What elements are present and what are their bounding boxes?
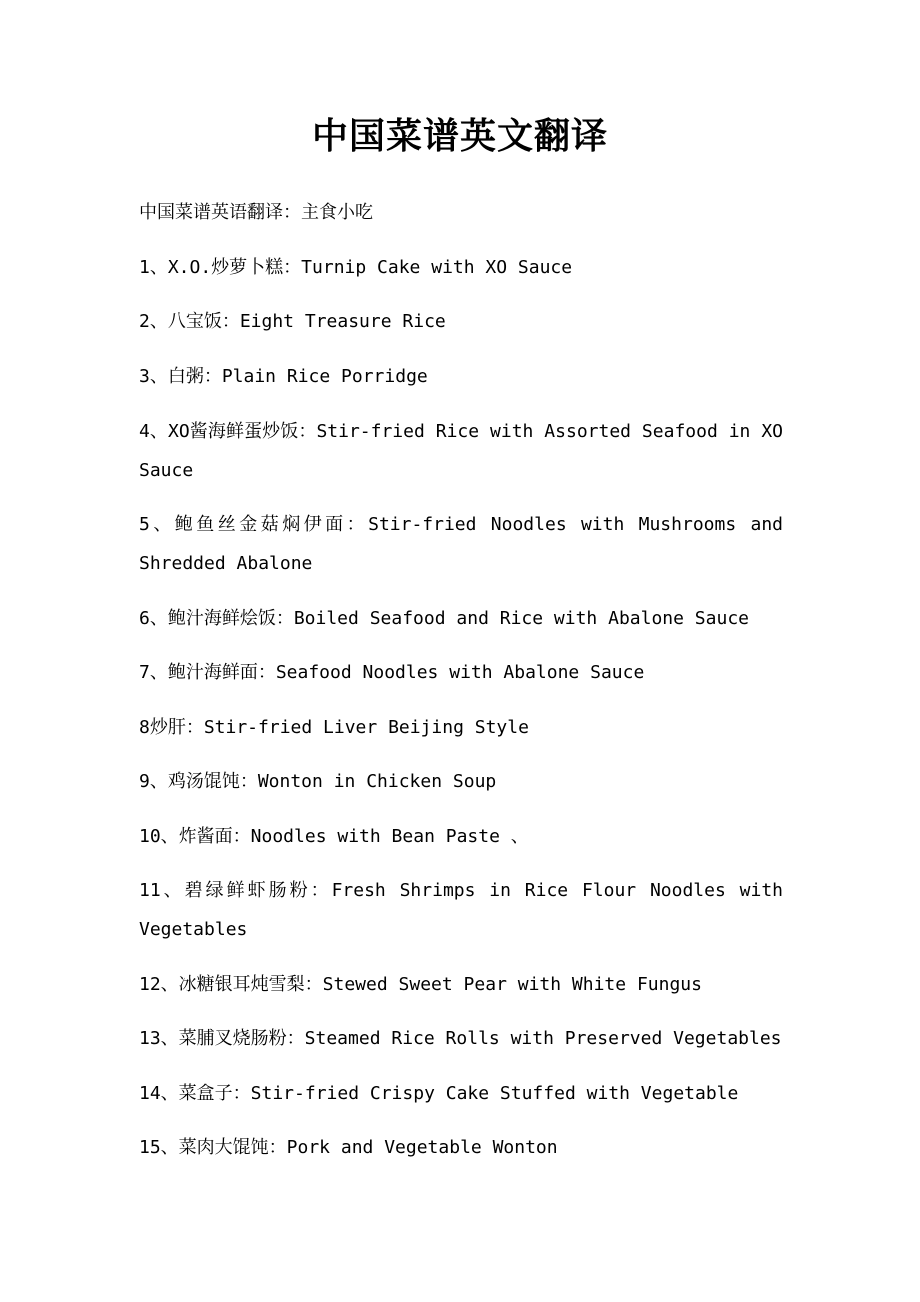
recipe-item-8: 8炒肝：Stir-fried Liver Beijing Style (139, 717, 529, 738)
recipe-item-9: 9、鸡汤馄饨：Wonton in Chicken Soup (139, 771, 497, 792)
recipe-item-15: 15、菜肉大馄饨：Pork and Vegetable Wonton (139, 1137, 558, 1158)
recipe-item-13: 13、菜脯叉烧肠粉：Steamed Rice Rolls with Preserved Vegetables (139, 1028, 782, 1049)
recipe-item-7: 7、鲍汁海鲜面：Seafood Noodles with Abalone Sauce (139, 662, 645, 683)
recipe-item-1: 1、X.O.炒萝卜糕：Turnip Cake with XO Sauce (139, 257, 573, 278)
recipe-item-12: 12、冰糖银耳炖雪梨：Stewed Sweet Pear with White Fungus (139, 974, 702, 995)
document-title: 中国菜谱英文翻译 (311, 115, 608, 157)
recipe-item-2: 2、八宝饭：Eight Treasure Rice (139, 311, 446, 332)
recipe-item-4: 4、XO酱海鲜蛋炒饭：Stir-fried Rice with Assorted Seafood in XO Sauce (139, 421, 783, 481)
section-heading: 中国菜谱英语翻译：主食小吃 (139, 202, 373, 223)
recipe-item-14: 14、菜盒子：Stir-fried Crispy Cake Stuffed with Vegetable (139, 1083, 739, 1104)
recipe-item-10: 10、炸酱面：Noodles with Bean Paste 、 (139, 826, 529, 847)
recipe-item-6: 6、鲍汁海鲜烩饭：Boiled Seafood and Rice with Abalone Sauce (139, 608, 749, 629)
recipe-item-5: 5、鲍鱼丝金菇焖伊面：Stir-fried Noodles with Mushrooms and Shredded Abalone (139, 514, 783, 574)
recipe-item-3: 3、白粥：Plain Rice Porridge (139, 366, 428, 387)
recipe-item-11: 11、碧绿鲜虾肠粉：Fresh Shrimps in Rice Flour Noodles with Vegetables (139, 880, 783, 940)
